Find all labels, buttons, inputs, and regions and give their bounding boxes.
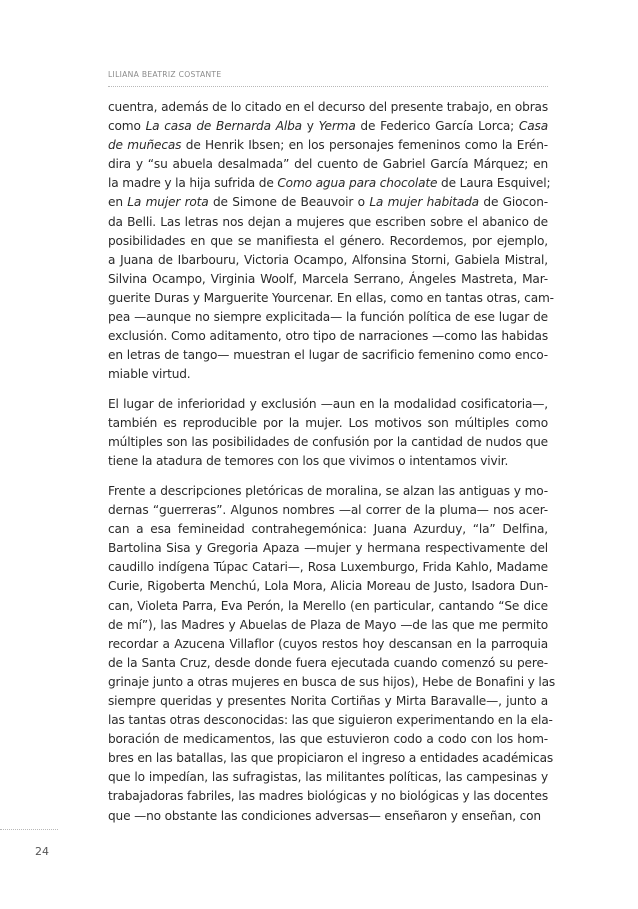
text-line: [108, 251, 548, 270]
text-run: que lo impedían, las sufragistas, las militantes políticas, las campesinas y: [108, 770, 548, 785]
text-line: [108, 768, 548, 787]
header-dotted-rule: [108, 86, 548, 87]
text-run: de Giocon-: [478, 195, 548, 210]
text-line: [108, 270, 548, 289]
italic-title: Como agua para chocolate: [277, 176, 438, 191]
text-line: [108, 577, 548, 596]
text-run: pea —aunque no siempre explicitada— la función política de ese lugar de: [108, 310, 548, 325]
text-line: [108, 346, 548, 365]
text-run: miable virtud.: [108, 367, 191, 382]
text-run: can a esa femineidad contrahegemónica: Juana Azurduy, “la” Delfina,: [108, 522, 548, 537]
text-run: que —no obstante las condiciones adversas— enseñaron y enseñan, con: [108, 808, 541, 823]
text-run: guerite Duras y Marguerite Yourcenar. En ellas, como en tantas otras, cam-: [108, 290, 554, 305]
text-line: [108, 452, 548, 471]
text-line: [108, 539, 548, 558]
paragraph-spacer: [108, 472, 548, 482]
text-run: bres en las batallas, las que propiciaron el ingreso a entidades académicas: [108, 751, 554, 766]
text-line: [108, 395, 548, 414]
text-line: [108, 711, 553, 730]
text-line: [108, 616, 548, 635]
text-run: El lugar de inferioridad y exclusión —aun en la modalidad cosificatoria—,: [108, 397, 548, 412]
text-run: de la Santa Cruz, desde donde fuera ejecutada cuando comenzó su pere-: [108, 655, 548, 670]
text-line: [108, 673, 556, 692]
text-line: [108, 98, 548, 117]
text-run: exclusión. Como aditamento, otro tipo de narraciones —como las habidas: [108, 329, 548, 344]
text-run: Bartolina Sisa y Gregoria Apaza —mujer y hermana respectivamente del: [108, 541, 548, 556]
text-line: [108, 482, 548, 501]
text-line: [108, 807, 548, 826]
text-line: [108, 155, 548, 174]
margin-dotted-rule: [0, 829, 58, 830]
italic-title: de muñecas: [108, 138, 182, 153]
text-run: de Laura Esquivel;: [437, 176, 551, 191]
text-run: Silvina Ocampo, Virginia Woolf, Marcela Serrano, Ángeles Mastreta, Mar-: [108, 271, 548, 286]
text-run: de Simone de Beauvoir o: [208, 195, 370, 210]
text-line: [108, 193, 548, 212]
text-line: [108, 597, 548, 616]
text-line: [108, 787, 548, 806]
text-run: también es reproducible por la mujer. Los motivos son múltiples como: [108, 416, 548, 431]
text-line: [108, 692, 548, 711]
text-run: dernas “guerreras”. Algunos nombres —al correr de la pluma— nos acer-: [108, 503, 548, 518]
text-line: [108, 174, 551, 193]
page-number: 24: [35, 845, 49, 858]
italic-title: La casa de Bernarda Alba: [145, 119, 302, 134]
text-run: cuentra, además de lo citado en el decurso del presente trabajo, en obras: [108, 100, 549, 114]
text-run: boración de medicamentos, las que estuvieron codo a codo con los hom-: [108, 732, 548, 747]
text-run: trabajadoras fabriles, las madres biológicas y no biológicas y las docentes: [108, 789, 548, 804]
text-line: [108, 117, 548, 136]
text-run: a Juana de Ibarbouru, Victoria Ocampo, Alfonsina Storni, Gabiela Mistral,: [108, 252, 548, 267]
text-run: las tantas otras desconocidas: las que siguieron experimentando en la ela-: [108, 713, 553, 728]
text-line: [108, 635, 548, 654]
text-run: grinaje junto a otras mujeres en busca de sus hijos), Hebe de Bonafini y las: [108, 674, 556, 689]
italic-title: Casa: [518, 119, 549, 134]
text-line: [108, 327, 548, 346]
text-run: posibilidades en que se manifiesta el género. Recordemos, por ejemplo,: [108, 233, 548, 248]
text-run: Curie, Rigoberta Menchú, Lola Mora, Alicia Moreau de Justo, Isadora Dun-: [108, 579, 548, 594]
text-run: de Henrik Ibsen; en los personajes femeninos como la Erén-: [181, 138, 548, 153]
text-run: dira y “su abuela desalmada” del cuento de Gabriel García Márquez; en: [108, 157, 548, 172]
paragraph: [108, 98, 554, 384]
text-run: recordar a Azucena Villaflor (cuyos restos hoy descansan en la parroquia: [108, 636, 548, 651]
text-run: tiene la atadura de temores con los que vivimos o intentamos vivir.: [108, 454, 509, 469]
body-text: [108, 98, 556, 826]
text-line: [108, 501, 548, 520]
text-line: [108, 308, 548, 327]
paragraph: [108, 395, 548, 471]
italic-title: Yerma: [318, 119, 356, 134]
text-line: [108, 136, 548, 155]
text-line: [108, 558, 548, 577]
text-run: múltiples son las posibilidades de confusión por la cantidad de nudos que: [108, 435, 548, 450]
text-line: [108, 654, 548, 673]
running-header: LILIANA BEATRIZ COSTANTE: [108, 70, 222, 79]
text-line: [108, 365, 548, 384]
text-run: da Belli. Las letras nos dejan a mujeres que escriben sobre el abanico de: [108, 214, 548, 229]
text-line: [108, 749, 554, 768]
text-line: [108, 414, 548, 433]
text-run: la madre y la hija sufrida de: [108, 176, 278, 191]
text-line: [108, 520, 548, 539]
text-line: [108, 232, 548, 251]
paragraph-spacer: [108, 384, 548, 395]
italic-title: La mujer habitada: [369, 195, 479, 210]
text-run: de mí”), las Madres y Abuelas de Plaza de Mayo —de las que me permito: [108, 617, 548, 632]
text-run: caudillo indígena Túpac Catari—, Rosa Luxemburgo, Frida Kahlo, Madame: [108, 560, 548, 575]
text-run: como: [108, 119, 146, 134]
italic-title: La mujer rota: [127, 195, 209, 210]
text-run: y: [301, 119, 319, 134]
text-line: [108, 213, 548, 232]
text-run: en letras de tango— muestran el lugar de sacrificio femenino como enco-: [108, 348, 548, 363]
paragraph: [108, 482, 556, 826]
text-run: en: [108, 195, 128, 210]
text-run: can, Violeta Parra, Eva Perón, la Merello (en particular, cantando “Se dice: [108, 598, 548, 613]
text-line: [108, 730, 548, 749]
text-run: Frente a descripciones pletóricas de moralina, se alzan las antiguas y mo-: [108, 483, 548, 498]
text-run: siempre queridas y presentes Norita Cortiñas y Mirta Baravalle—, junto a: [108, 694, 548, 708]
text-line: [108, 289, 554, 308]
text-line: [108, 433, 548, 452]
text-run: de Federico García Lorca;: [355, 119, 519, 134]
